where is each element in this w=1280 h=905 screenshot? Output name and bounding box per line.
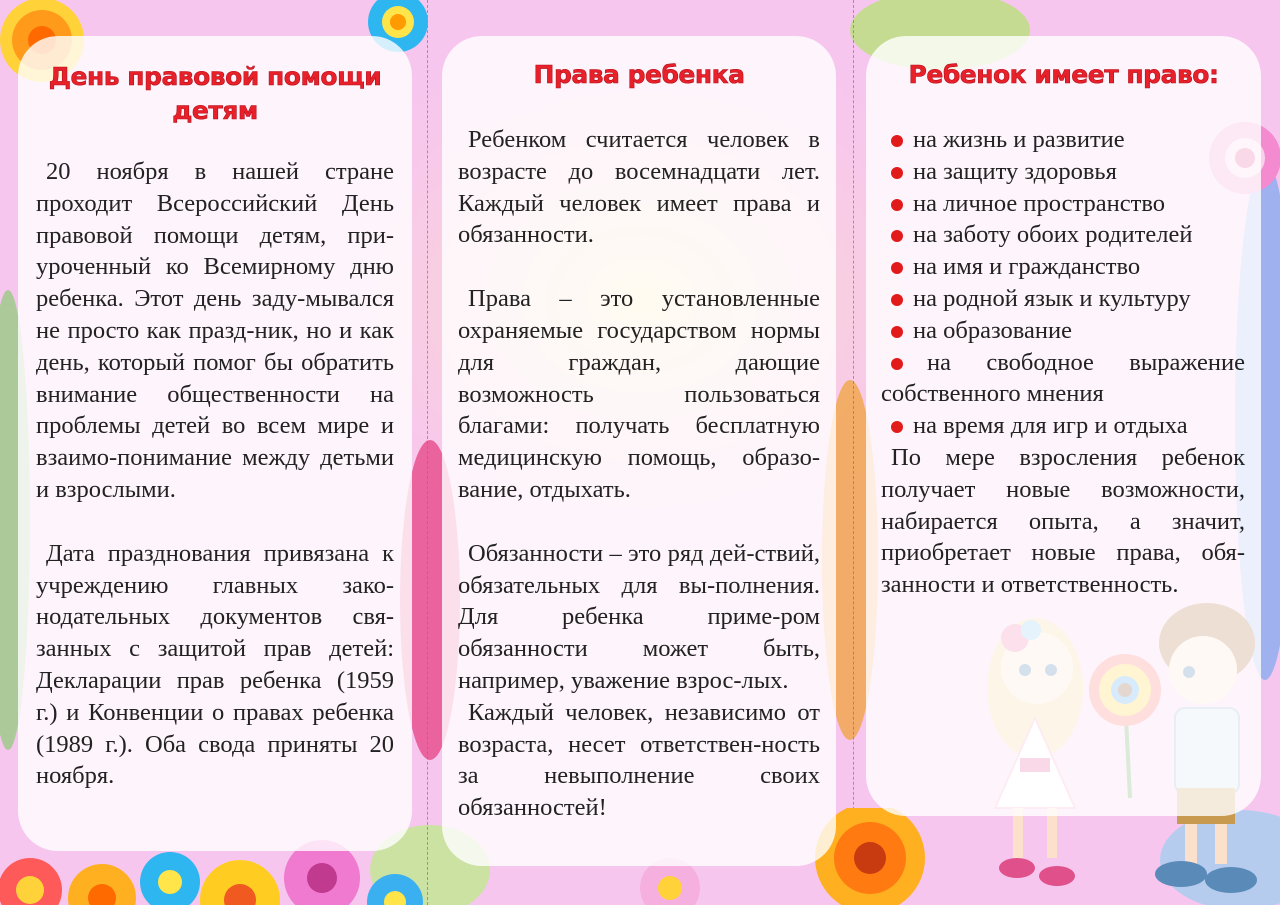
bullet-icon [891,421,903,433]
list-item: на личное пространство [881,188,1245,220]
bullet-icon [891,294,903,306]
panel-body [36,156,394,792]
bullet-icon [891,135,903,147]
list-item: на родной язык и культуру [881,283,1245,315]
paragraph: Каждый человек, независимо от возраста, несет ответствен-ность за невыполнение своих обязанностей! [458,698,820,822]
panel-title: Права ребенка [533,60,745,89]
paragraph: Дата празднования привязана к учреждению главных зако-нодательных документов свя-занных с защитой прав детей: Декларации прав ребенка (1959 г.) и Конвенции о правах ребенка (1989 г.). Оба свода приняты 20 ноября. [36,539,394,790]
panel-rights-list [866,36,1261,816]
paragraph: 20 ноября в нашей стране проходит Всероссийский День правовой помощи детям, при-уроченный ко Всемирному дню ребенка. Этот день заду-мывался не просто как празд-ник, но и как день, который помог бы обратить внимание общественности на проблемы детей во всем мире и взаимо-понимание между детьми и взрослыми. [36,158,394,503]
panel-title: Ребенок имеет право: [908,60,1219,89]
paragraph: Права – это установленные охраняемые государством нормы для граждан, дающие возможность пользоваться благами: получать бесплатную медицинскую помощь, образо-вание, отдыхать. [458,285,820,503]
title-line-1: День правовой помощи [48,62,382,91]
fold-line-right [853,0,854,905]
list-item: на свободное выражение собственного мнения [881,348,1245,408]
bullet-icon [891,262,903,274]
paragraph: Ребенком считается человек в возрасте до восемнадцати лет. Каждый человек имеет права и обязанности. [458,126,820,249]
list-item: на защиту здоровья [881,156,1245,188]
fold-line-left [427,0,428,905]
list-item: на образование [881,315,1245,347]
panel-body [881,124,1245,601]
panel-title [18,60,412,128]
panel-legal-aid-day [18,36,412,851]
panel-body [458,124,820,824]
bullet-icon [891,167,903,179]
list-item: на заботу обоих родителей [881,219,1245,251]
rights-list [881,124,1245,442]
paragraph: По мере взросления ребенок получает новые возможности, набирается опыта, а значит, приобретает новые права, обя-занности и ответственность. [881,443,1245,599]
bullet-icon [891,358,903,370]
list-item: на время для игр и отдыха [881,410,1245,442]
list-item: на жизнь и развитие [881,124,1245,156]
panel-child-rights [442,36,836,866]
title-line-2: детям [172,96,258,125]
paragraph: Обязанности – это ряд дей-ствий, обязательных для вы-полнения. Для ребенка приме-ром обязанности может быть, например, уважение взрос-лых. [458,539,820,694]
list-item: на имя и гражданство [881,251,1245,283]
bullet-icon [891,199,903,211]
bullet-icon [891,326,903,338]
bullet-icon [891,230,903,242]
